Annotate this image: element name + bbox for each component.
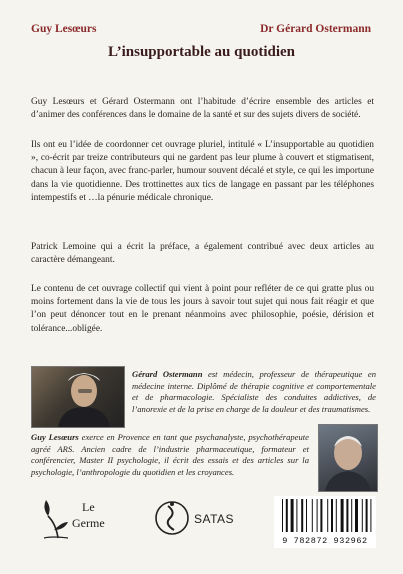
bio-ostermann-text: est médecin, professeur de thérapeutique en médecine interne. Diplômé de thérapie cognitive et comportementale et de pharmacologie. Spécialiste des conduites addictives, de l’anorexie et de la prise en charge de la douleur et des traumatismes. xyxy=(132,369,376,414)
paragraph-concept: Ils ont eu l’idée de coordonner cet ouvrage pluriel, intitulé « L’insupportable au quotidien », co-écrit par treize contributeurs qui ne gardent pas leur plume à couvert et stigmatisent, chacun à leur façon, avec franc-parler, humour souvent décalé et style, ce qui les importune dans la vie quotidienne. Des trottinettes aux tics de langage en passant par les téléphones intempestifs et …la pénurie médicale chronique. xyxy=(31,140,374,203)
portrait-icon xyxy=(32,367,124,427)
paragraph-content: Le contenu de cet ouvrage collectif qui vient à point pour refléter de ce qui gratte plus ou moins fortement dans la vie de tous les jours à savoir tout sujet qui nous fait réagir et que l’on peut dénoncer tout en le prenant néanmoins avec philosophie, poésie, dérision et tolérance...obligée. xyxy=(31,284,374,334)
book-title: L’insupportable au quotidien xyxy=(107,44,296,60)
barcode-digits: 9 782872 932962 xyxy=(282,536,368,546)
satas-text: SATAS xyxy=(194,512,235,526)
barcode-bars xyxy=(274,496,376,536)
lesoeurs-photo xyxy=(318,424,378,492)
author-left: Guy Lesœurs xyxy=(31,23,97,35)
bio-lesoeurs-text: exerce en Provence en tant que psychanalyste, psychothérapeute agréé ARS. Ancien cadre de l’industrie pharmaceutique, formateur et conférencier, Master II psychologie, il écrit des essais et des articles sur la psychologie, l’anthropologie du quotidien et les croyances. xyxy=(31,432,309,477)
satas-emblem-icon xyxy=(154,496,190,540)
bio-lesoeurs xyxy=(31,432,309,478)
author-right: Dr Gérard Ostermann xyxy=(260,23,371,35)
bio-lesoeurs-name: Guy Lesœurs xyxy=(31,432,79,442)
portrait-icon xyxy=(319,425,377,491)
le-germe-logo xyxy=(38,494,128,544)
le-germe-line1: Le xyxy=(82,500,95,514)
paragraph-preface: Patrick Lemoine qui a écrit la préface, a également contribué avec deux articles au caractère démangeant. xyxy=(31,242,374,266)
paragraph-intro: Guy Lesœurs et Gérard Ostermann ont l’habitude d’écrire ensemble des articles et d’animer des conférences dans le domaine de la santé et sur des sujets divers de société. xyxy=(31,97,374,121)
bio-ostermann xyxy=(132,369,376,415)
ostermann-photo xyxy=(31,366,125,428)
satas-logo xyxy=(154,494,264,544)
le-germe-line2: Germe xyxy=(72,516,105,530)
bio-ostermann-name: Gérard Ostermann xyxy=(132,369,203,379)
barcode xyxy=(274,496,376,548)
